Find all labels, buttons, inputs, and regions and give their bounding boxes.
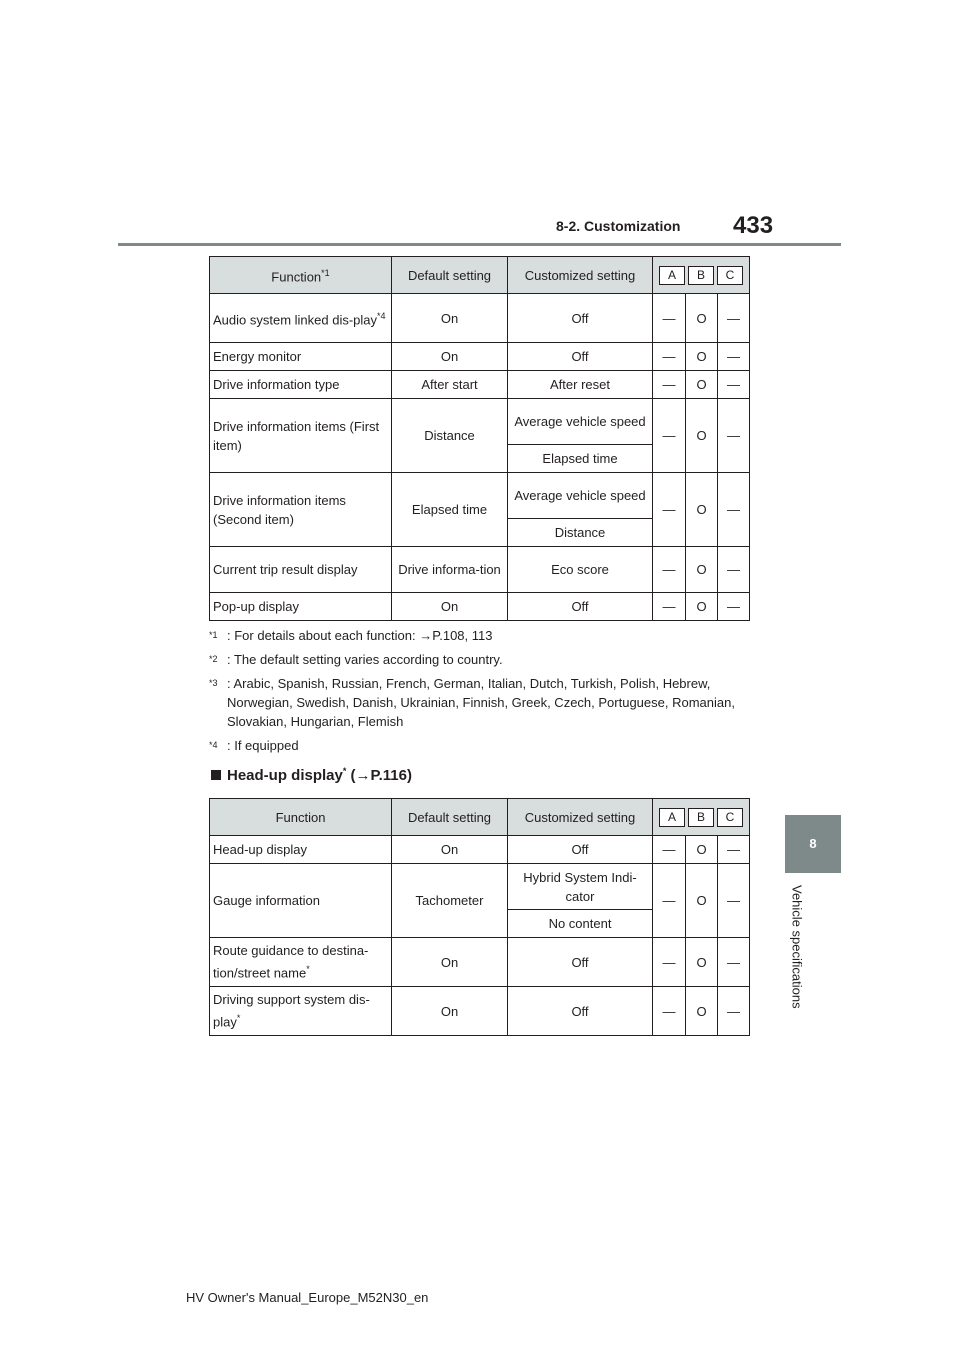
b-cell: O bbox=[686, 836, 718, 864]
custom-cell: Hybrid System Indi-cator bbox=[508, 864, 653, 910]
custom-cell: Off bbox=[508, 294, 653, 343]
header-default: Default setting bbox=[392, 257, 508, 294]
table-row bbox=[210, 473, 750, 519]
customization-table-1 bbox=[209, 256, 750, 621]
header-abc bbox=[653, 257, 750, 294]
b-cell: O bbox=[686, 864, 718, 938]
default-cell: On bbox=[392, 294, 508, 343]
function-cell: Energy monitor bbox=[210, 343, 392, 371]
b-cell: O bbox=[686, 343, 718, 371]
a-cell: — bbox=[653, 987, 686, 1036]
section-header-title: 8-2. Customization bbox=[556, 218, 681, 234]
custom-cell: After reset bbox=[508, 371, 653, 399]
function-cell: Gauge information bbox=[210, 864, 392, 938]
table-row bbox=[210, 371, 750, 399]
table-row bbox=[210, 294, 750, 343]
a-cell: — bbox=[653, 371, 686, 399]
a-cell: — bbox=[653, 938, 686, 987]
default-cell: On bbox=[392, 343, 508, 371]
header-c: C bbox=[717, 266, 743, 285]
header-a: A bbox=[659, 266, 685, 285]
header-c: C bbox=[717, 808, 743, 827]
footer-manual-id: HV Owner's Manual_Europe_M52N30_en bbox=[186, 1290, 429, 1305]
a-cell: — bbox=[653, 343, 686, 371]
custom-cell: Off bbox=[508, 987, 653, 1036]
default-cell: On bbox=[392, 987, 508, 1036]
page-number: 433 bbox=[733, 212, 774, 239]
custom-cell: Distance bbox=[508, 519, 653, 547]
c-cell: — bbox=[718, 938, 750, 987]
customization-table-2 bbox=[209, 798, 750, 1036]
custom-cell: Elapsed time bbox=[508, 445, 653, 473]
c-cell: — bbox=[718, 399, 750, 473]
footnote: *4 : If equipped bbox=[209, 738, 299, 753]
c-cell: — bbox=[718, 593, 750, 621]
function-cell: Drive information items (Second item) bbox=[210, 473, 392, 547]
custom-cell: Average vehicle speed bbox=[508, 399, 653, 445]
header-function: Function bbox=[210, 799, 392, 836]
b-cell: O bbox=[686, 473, 718, 547]
a-cell: — bbox=[653, 547, 686, 593]
default-cell: Elapsed time bbox=[392, 473, 508, 547]
custom-cell: Off bbox=[508, 938, 653, 987]
custom-cell: No content bbox=[508, 910, 653, 938]
header-rule bbox=[118, 243, 841, 246]
section-heading: Head-up display* (→P.116) bbox=[211, 766, 412, 784]
default-cell: After start bbox=[392, 371, 508, 399]
header-customized: Customized setting bbox=[508, 257, 653, 294]
b-cell: O bbox=[686, 987, 718, 1036]
c-cell: — bbox=[718, 343, 750, 371]
function-cell: Route guidance to destina-tion/street name* bbox=[210, 938, 392, 987]
c-cell: — bbox=[718, 294, 750, 343]
page-reference: (→P.116) bbox=[346, 767, 412, 784]
a-cell: — bbox=[653, 836, 686, 864]
function-cell: Pop-up display bbox=[210, 593, 392, 621]
header-function: Function$^{*1}$ bbox=[210, 257, 392, 294]
function-cell: Audio system linked dis-play$^{*4}$ bbox=[210, 294, 392, 343]
chapter-tab: 8 bbox=[785, 815, 841, 873]
function-cell: Drive information type bbox=[210, 371, 392, 399]
table-row bbox=[210, 343, 750, 371]
table-row bbox=[210, 399, 750, 445]
b-cell: O bbox=[686, 547, 718, 593]
chapter-label-text: Vehicle specifications bbox=[789, 885, 805, 1009]
c-cell: — bbox=[718, 836, 750, 864]
function-cell: Head-up display bbox=[210, 836, 392, 864]
c-cell: — bbox=[718, 371, 750, 399]
header-b: B bbox=[688, 808, 714, 827]
footnote: *3 : Arabic, Spanish, Russian, French, German, Italian, Dutch, Turkish, Polish, Hebrew, Norwegian, Swedish, Danish, Ukrainian, Finnish, Greek, Czech, Portuguese, Romanian, Slovakian, Hungarian, Flemish bbox=[209, 676, 735, 729]
footnote: *1 : For details about each function: →P.108, 113 bbox=[209, 628, 493, 643]
b-cell: O bbox=[686, 593, 718, 621]
header-a: A bbox=[659, 808, 685, 827]
table-row bbox=[210, 593, 750, 621]
a-cell: — bbox=[653, 294, 686, 343]
function-cell: Current trip result display bbox=[210, 547, 392, 593]
table-row bbox=[210, 547, 750, 593]
custom-cell: Average vehicle speed bbox=[508, 473, 653, 519]
header-default: Default setting bbox=[392, 799, 508, 836]
square-bullet-icon bbox=[211, 770, 221, 780]
default-cell: On bbox=[392, 938, 508, 987]
default-cell: On bbox=[392, 593, 508, 621]
b-cell: O bbox=[686, 371, 718, 399]
custom-cell: Off bbox=[508, 343, 653, 371]
header-b: B bbox=[688, 266, 714, 285]
footnotes bbox=[209, 626, 754, 760]
custom-cell: Off bbox=[508, 593, 653, 621]
a-cell: — bbox=[653, 593, 686, 621]
default-cell: Drive informa-tion bbox=[392, 547, 508, 593]
table-row bbox=[210, 987, 750, 1036]
a-cell: — bbox=[653, 473, 686, 547]
b-cell: O bbox=[686, 938, 718, 987]
footnote: *2 : The default setting varies according to country. bbox=[209, 652, 503, 667]
c-cell: — bbox=[718, 473, 750, 547]
chapter-label bbox=[785, 885, 809, 1035]
c-cell: — bbox=[718, 864, 750, 938]
table-row bbox=[210, 836, 750, 864]
table-row bbox=[210, 864, 750, 910]
b-cell: O bbox=[686, 399, 718, 473]
default-cell: Tachometer bbox=[392, 864, 508, 938]
function-cell: Drive information items (First item) bbox=[210, 399, 392, 473]
table-row bbox=[210, 938, 750, 987]
default-cell: Distance bbox=[392, 399, 508, 473]
header-customized: Customized setting bbox=[508, 799, 653, 836]
c-cell: — bbox=[718, 547, 750, 593]
b-cell: O bbox=[686, 294, 718, 343]
function-cell: Driving support system dis-play* bbox=[210, 987, 392, 1036]
a-cell: — bbox=[653, 399, 686, 473]
default-cell: On bbox=[392, 836, 508, 864]
c-cell: — bbox=[718, 987, 750, 1036]
a-cell: — bbox=[653, 864, 686, 938]
custom-cell: Eco score bbox=[508, 547, 653, 593]
custom-cell: Off bbox=[508, 836, 653, 864]
header-abc bbox=[653, 799, 750, 836]
